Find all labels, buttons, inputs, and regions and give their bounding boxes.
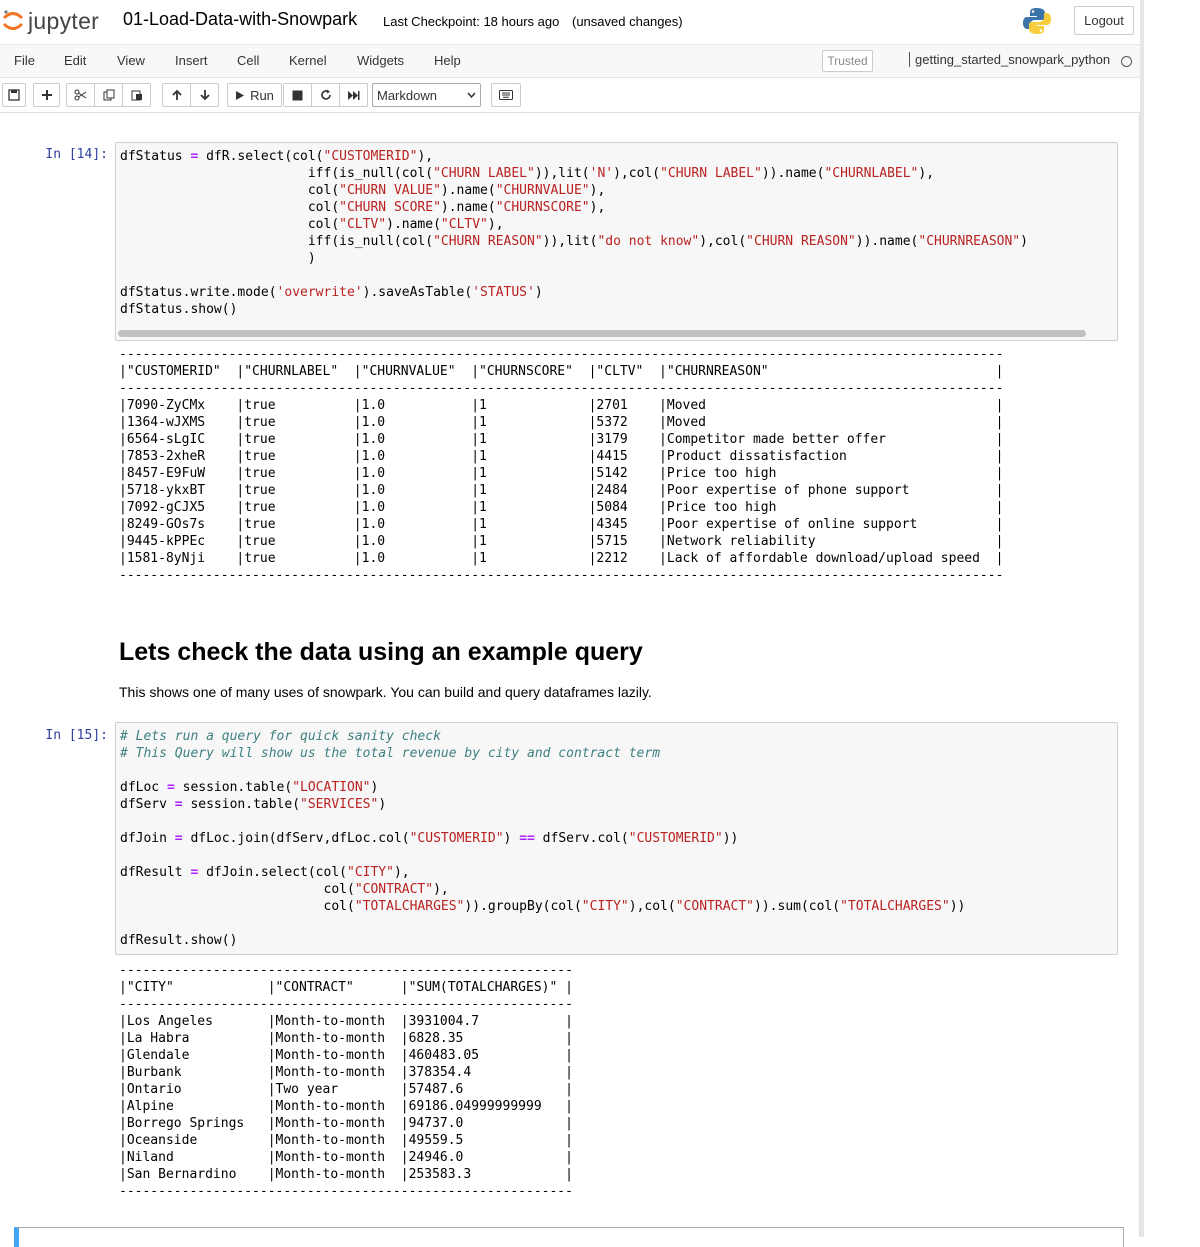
restart-run-all-button[interactable] (339, 83, 368, 107)
cell-15-prompt: In [15]: (45, 728, 108, 743)
output-line: |Burbank |Month-to-month |378354.4 | (119, 1065, 573, 1080)
output-line: ----------------------------------------------------------------------------------------------------------------- (119, 568, 1004, 583)
output-line: |1364-wJXMS |true |1.0 |1 |5372 |Moved | (119, 415, 1004, 430)
cell-15-input[interactable] (115, 722, 1118, 955)
markdown-heading: Lets check the data using an example query (119, 638, 643, 666)
output-line: |Los Angeles |Month-to-month |3931004.7 | (119, 1014, 573, 1029)
fast-forward-icon (347, 90, 360, 101)
output-line: |7092-gCJX5 |true |1.0 |1 |5084 |Price too high | (119, 500, 1004, 515)
output-line: |Ontario |Two year |57487.6 | (119, 1082, 573, 1097)
cell-type-value: Markdown (377, 87, 437, 103)
output-line: |Oceanside |Month-to-month |49559.5 | (119, 1133, 573, 1148)
output-line: |San Bernardino |Month-to-month |253583.3 | (119, 1167, 573, 1182)
output-line: ---------------------------------------------------------- (119, 963, 573, 978)
kernel-name[interactable]: getting_started_snowpark_python (909, 52, 1110, 67)
output-line: |Alpine |Month-to-month |69186.04999999999 | (119, 1099, 573, 1114)
output-line: ----------------------------------------------------------------------------------------------------------------- (119, 381, 1004, 396)
restart-button[interactable] (311, 83, 340, 107)
edit-button-group (66, 83, 151, 107)
cell-14-output (119, 346, 1003, 584)
insert-cell-button[interactable] (33, 83, 60, 107)
cell-15-code[interactable]: # Lets run a query for quick sanity check # This Query will show us the total revenue by city and contract term dfLoc = session.table("LOCATION") dfServ = session.table("SERVICES") dfJoin = dfLoc.join(dfServ,dfLoc.col("CUSTOMERID") == dfServ.col("CUSTOMERID")) dfResult = dfJoin.select(col("CITY"), col("CONTRACT"), col("TOTALCHARGES")).groupBy(col("CITY"),col("CONTRACT")).sum(col("TOTALCHARGES")) dfResult.show() (120, 729, 966, 948)
output-line: |5718-ykxBT |true |1.0 |1 |2484 |Poor expertise of phone support | (119, 483, 1004, 498)
menu-edit[interactable]: Edit (64, 53, 87, 68)
output-line: |7853-2xheR |true |1.0 |1 |4415 |Product dissatisfaction | (119, 449, 1004, 464)
output-line: ----------------------------------------------------------------------------------------------------------------- (119, 347, 1004, 362)
menu-cell[interactable]: Cell (237, 53, 260, 68)
menu-help[interactable]: Help (434, 53, 461, 68)
output-line: |9445-kPPEc |true |1.0 |1 |5715 |Network reliability | (119, 534, 1004, 549)
output-line: |8457-E9FuW |true |1.0 |1 |5142 |Price too high | (119, 466, 1004, 481)
play-icon (235, 90, 245, 101)
restart-icon (320, 89, 332, 101)
cut-button[interactable] (66, 83, 95, 107)
output-line: |7090-ZyCMx |true |1.0 |1 |2701 |Moved | (119, 398, 1004, 413)
command-palette-button[interactable] (491, 83, 521, 107)
scissors-icon (74, 89, 87, 101)
header (0, 0, 1140, 42)
menu-widgets[interactable]: Widgets (357, 53, 404, 68)
output-line: |La Habra |Month-to-month |6828.35 | (119, 1031, 573, 1046)
cell-type-select[interactable] (372, 83, 481, 107)
move-up-button[interactable] (162, 83, 191, 107)
run-label: Run (250, 87, 274, 103)
plus-icon (41, 89, 53, 101)
output-line: |8249-GOs7s |true |1.0 |1 |4345 |Poor expertise of online support | (119, 517, 1004, 532)
cell-14-input[interactable] (115, 142, 1118, 341)
save-button[interactable] (2, 83, 26, 107)
copy-button[interactable] (94, 83, 123, 107)
logout-button[interactable]: Logout (1074, 6, 1134, 35)
output-line: |Glendale |Month-to-month |460483.05 | (119, 1048, 573, 1063)
menu-view[interactable]: View (117, 53, 145, 68)
jupyter-logo[interactable] (2, 6, 99, 36)
jupyter-brand-text: jupyter (28, 7, 100, 34)
menu-kernel[interactable]: Kernel (289, 53, 327, 68)
arrow-down-icon (199, 89, 211, 101)
markdown-paragraph: This shows one of many uses of snowpark. You can build and query dataframes lazily. (119, 684, 652, 700)
keyboard-icon (499, 90, 513, 100)
autosave-status: (unsaved changes) (572, 14, 683, 29)
checkpoint-status: Last Checkpoint: 18 hours ago (383, 14, 560, 29)
move-button-group (162, 83, 219, 107)
page-scrollbar[interactable] (1140, 0, 1144, 1237)
output-line: |Borrego Springs |Month-to-month |94737.0 | (119, 1116, 573, 1131)
output-line: ---------------------------------------------------------- (119, 997, 573, 1012)
output-line: ---------------------------------------------------------- (119, 1184, 573, 1199)
paste-button[interactable] (122, 83, 151, 107)
paste-icon (131, 89, 143, 101)
interrupt-button[interactable] (283, 83, 312, 107)
output-line: |Niland |Month-to-month |24946.0 | (119, 1150, 573, 1165)
run-button[interactable] (227, 83, 282, 107)
trusted-indicator[interactable]: Trusted (822, 50, 873, 72)
output-line: |"CITY" |"CONTRACT" |"SUM(TOTALCHARGES)" | (119, 980, 573, 995)
cell-14-hscrollbar[interactable] (116, 330, 1116, 338)
save-icon (8, 89, 20, 101)
cell-15-output (119, 962, 573, 1200)
kernel-button-group (283, 83, 368, 107)
stop-icon (292, 90, 303, 101)
output-line: |6564-sLgIC |true |1.0 |1 |3179 |Competitor made better offer | (119, 432, 1004, 447)
copy-icon (103, 89, 115, 101)
menu-insert[interactable]: Insert (175, 53, 208, 68)
arrow-up-icon (171, 89, 183, 101)
menubar (0, 44, 1140, 78)
notebook-title[interactable]: 01-Load-Data-with-Snowpark (123, 9, 358, 29)
output-line: |1581-8yNji |true |1.0 |1 |2212 |Lack of affordable download/upload speed | (119, 551, 1004, 566)
move-down-button[interactable] (190, 83, 219, 107)
jupyter-orbit-icon (2, 6, 24, 36)
selected-next-cell[interactable] (14, 1227, 1124, 1247)
menu-file[interactable]: File (14, 53, 35, 68)
chevron-down-icon (467, 92, 476, 98)
kernel-idle-icon (1121, 56, 1132, 67)
cell-14-prompt: In [14]: (45, 147, 108, 162)
cell-14-hscroll-thumb[interactable] (118, 330, 1086, 337)
python-logo-icon (1022, 6, 1052, 36)
cell-14-code[interactable]: dfStatus = dfR.select(col("CUSTOMERID"), iff(is_null(col("CHURN LABEL")),lit('N'),col("CHURN LABEL")).name("CHURNLABEL"), col("CHURN VALUE").name("CHURNVALUE"), col("CHURN SCORE").name("CHURNSCORE"), col("CLTV").name("CLTV"), iff(is_null(col("CHURN REASON")),lit("do not know"),col("CHURN REASON")).name("CHURNREASON") ) dfStatus.write.mode('overwrite').saveAsTable('STATUS') dfStatus.show() (120, 149, 1028, 317)
output-line: |"CUSTOMERID" |"CHURNLABEL" |"CHURNVALUE" |"CHURNSCORE" |"CLTV" |"CHURNREASON" | (119, 364, 1004, 379)
toolbar (0, 79, 1140, 111)
